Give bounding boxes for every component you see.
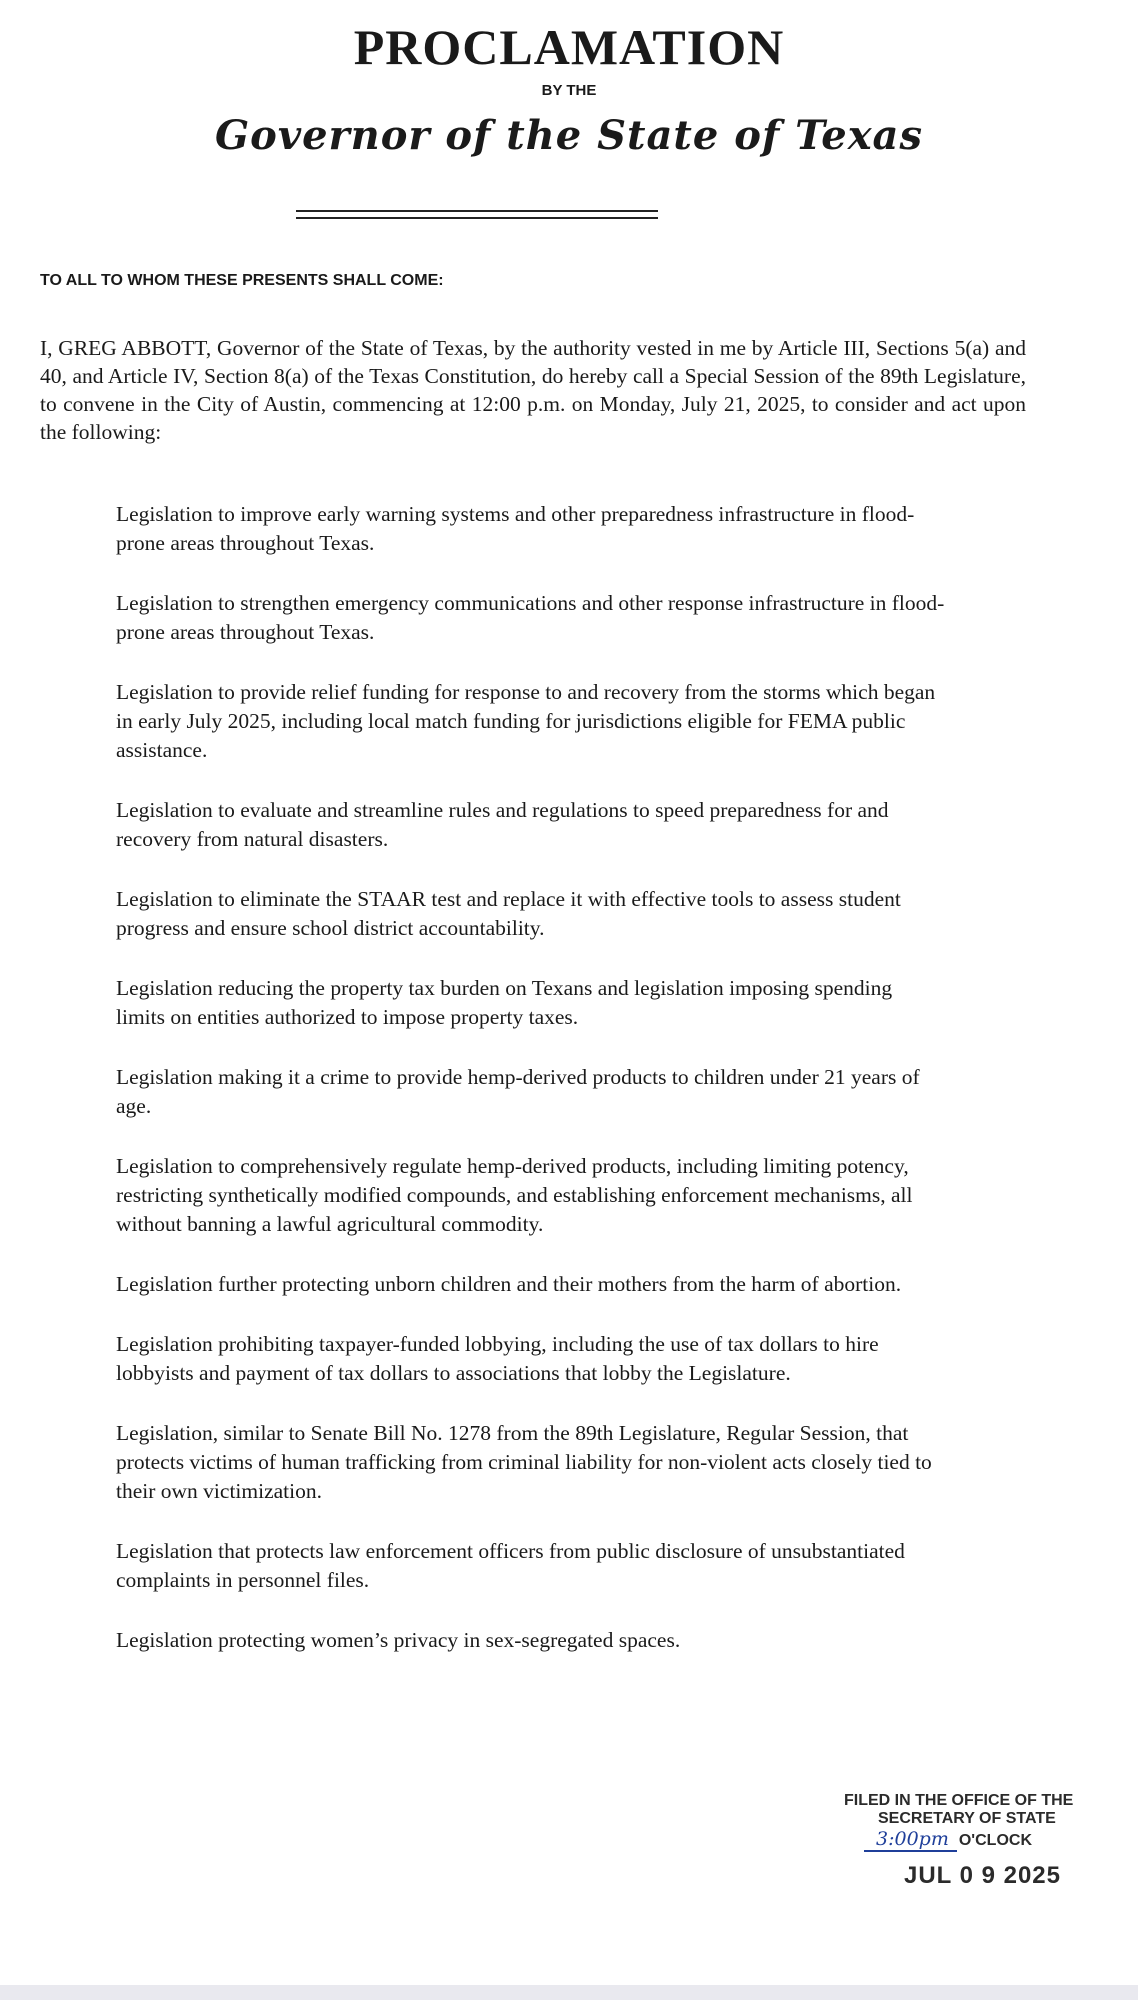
list-item: Legislation to improve early warning systems and other preparedness infrastructure in flood-prone areas throughout Texas.: [116, 502, 915, 555]
stamp-line-secretary: SECRETARY OF STATE: [878, 1810, 1056, 1827]
governor-heading: Governor of the State of Texas: [215, 112, 923, 159]
list-item: Legislation reducing the property tax burden on Texans and legislation imposing spending limits on entities authorized to impose property taxes.: [116, 976, 893, 1029]
list-item: Legislation protecting women’s privacy in sex-segregated spaces.: [116, 1628, 681, 1652]
header-rule-top: [296, 210, 658, 212]
list-item: Legislation to provide relief funding for response to and recovery from the storms which began in early July 2025, including local match funding for jurisdictions eligible for FEMA public assistance.: [116, 680, 936, 762]
list-item: Legislation further protecting unborn children and their mothers from the harm of abortion.: [116, 1272, 902, 1296]
legislation-list: [116, 500, 946, 1686]
stamp-date: JUL 0 9 2025: [904, 1862, 1061, 1889]
stamp-oclock: O'CLOCK: [958, 1832, 1032, 1849]
stamp-line-time: [864, 1828, 1032, 1852]
list-item: Legislation to strengthen emergency communications and other response infrastructure in flood-prone areas throughout Texas.: [116, 591, 945, 644]
intro-paragraph: I, GREG ABBOTT, Governor of the State of Texas, by the authority vested in me by Article III, Sections 5(a) and 40, and Article IV, Section 8(a) of the Texas Constitution, do hereby call a Special Session of the 89th Legislature, to convene in the City of Austin, commencing at 12:00 p.m. on Monday, July 21, 2025, to consider and act upon the following:: [40, 336, 1026, 444]
stamp-line-office: FILED IN THE OFFICE OF THE: [844, 1792, 1074, 1809]
list-item: Legislation to eliminate the STAAR test and replace it with effective tools to assess student progress and ensure school district accountability.: [116, 887, 901, 940]
list-item: Legislation, similar to Senate Bill No. 1278 from the 89th Legislature, Regular Session, that protects victims of human trafficking from criminal liability for non-violent acts closely tied to their own victimization.: [116, 1421, 932, 1503]
list-item: Legislation that protects law enforcement officers from public disclosure of unsubstantiated complaints in personnel files.: [116, 1539, 905, 1592]
list-item: Legislation making it a crime to provide hemp-derived products to children under 21 years of age.: [116, 1065, 920, 1118]
list-item: Legislation prohibiting taxpayer-funded lobbying, including the use of tax dollars to hire lobbyists and payment of tax dollars to associations that lobby the Legislature.: [116, 1332, 879, 1385]
document-title: PROCLAMATION: [353, 19, 785, 75]
list-item: Legislation to evaluate and streamline rules and regulations to speed preparedness for and recovery from natural disasters.: [116, 798, 889, 851]
salutation: TO ALL TO WHOM THESE PRESENTS SHALL COME:: [40, 272, 444, 289]
list-item: Legislation to comprehensively regulate hemp-derived products, including limiting potency, restricting synthetically modified compounds, and establishing enforcement mechanisms, all without banning a lawful agricultural commodity.: [116, 1154, 913, 1236]
bottom-strip: [0, 1985, 1138, 2000]
by-the-label: BY THE: [541, 82, 597, 99]
handwritten-time: 3:00pm: [864, 1828, 957, 1852]
header-rule-bottom: [296, 217, 658, 219]
